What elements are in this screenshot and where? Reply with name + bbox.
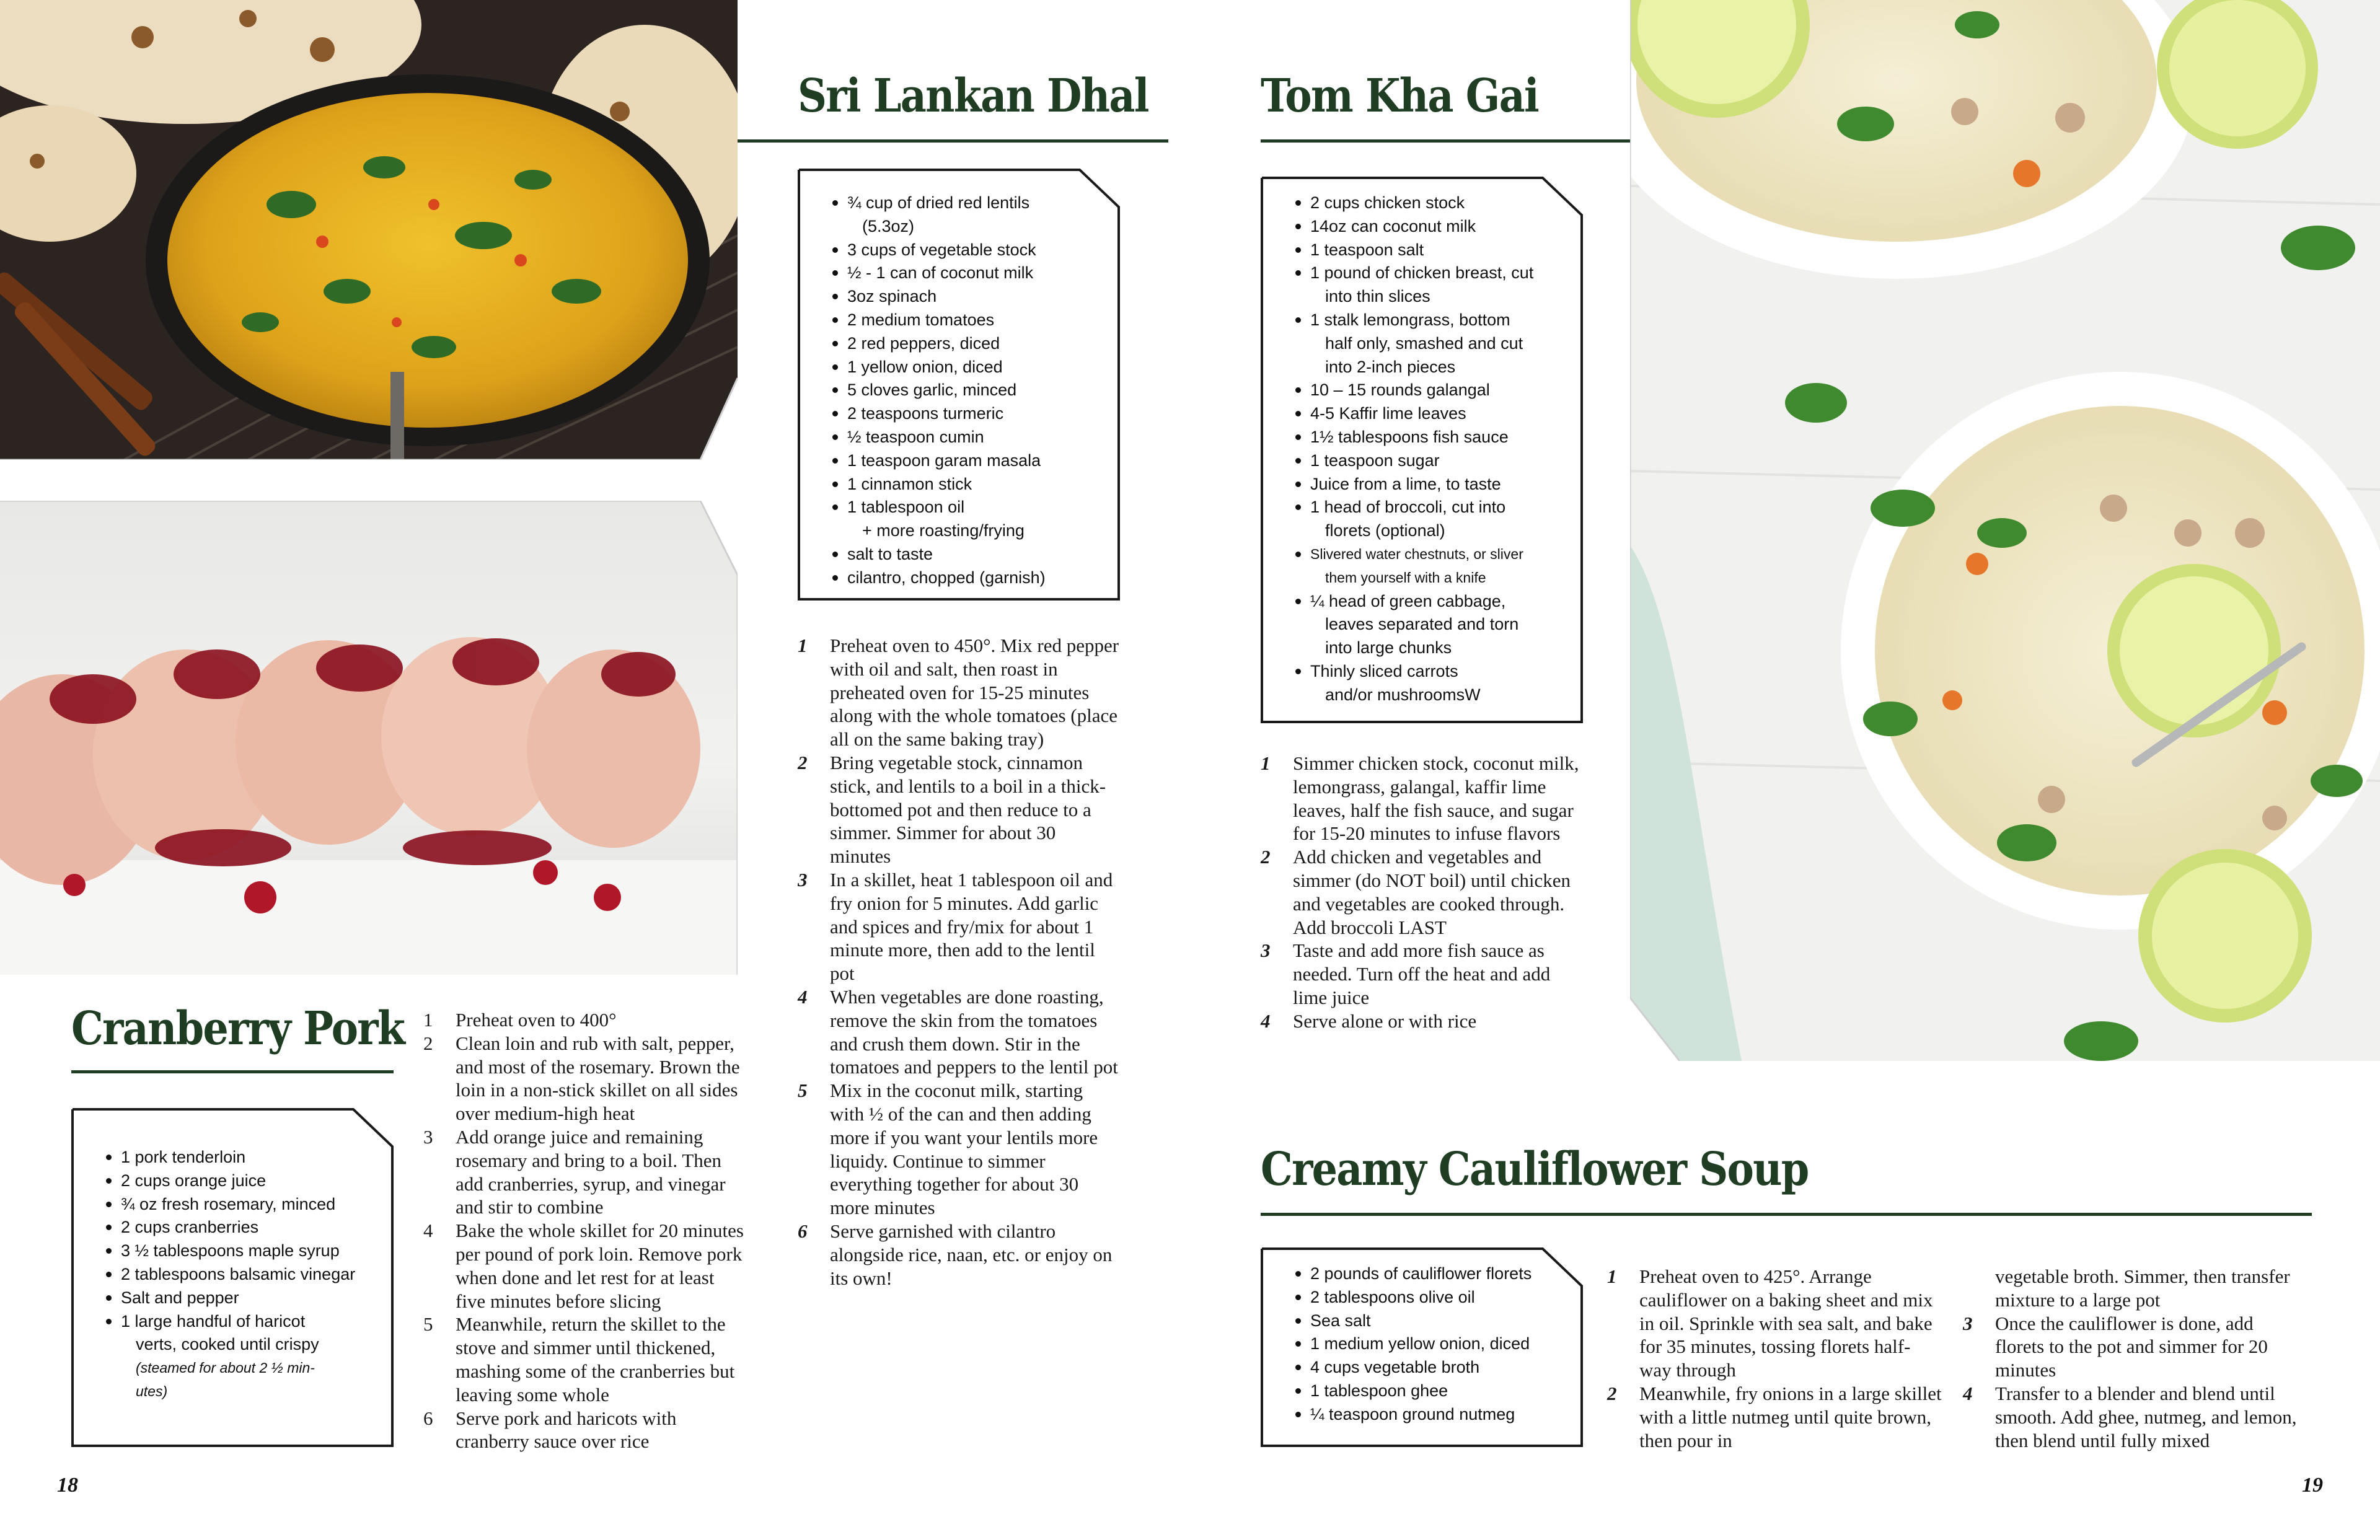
ingredient-item: 2 cups orange juice <box>104 1169 389 1193</box>
step-number: 1 <box>423 1009 433 1031</box>
ingredient-item: 2 cups chicken stock <box>1293 191 1578 215</box>
cauli-directions-col2 <box>1963 1265 2298 1452</box>
direction-step <box>423 1219 746 1313</box>
ingredient-item: 2 cups cranberries <box>104 1216 389 1239</box>
ingredient-item: 4-5 Kaffir lime leaves <box>1293 402 1578 426</box>
ingredient-item: (5.3oz) <box>862 216 915 235</box>
ingredient-item: half only, smashed and cut <box>1325 333 1523 353</box>
ingredient-item: 1 tablespoon oil <box>830 496 1115 519</box>
ingredient-item: them yourself with a knife <box>1325 569 1486 586</box>
ingredient-item: ¾ cup of dried red lentils <box>830 191 1115 215</box>
step-number: 3 <box>1261 939 1271 962</box>
step-number: 4 <box>423 1220 433 1242</box>
step-number: 2 <box>798 751 808 773</box>
step-text: Meanwhile, return the skillet to the stove and simmer until thickened, mashing some of the cranberries but leaving some whole <box>456 1313 735 1406</box>
direction-step <box>1607 1382 1942 1452</box>
step-number: 1 <box>1261 752 1271 774</box>
step-number: 1 <box>1607 1265 1617 1287</box>
step-number: 1 <box>798 635 808 656</box>
ingredient-item: 1 stalk lemongrass, bottom <box>1293 309 1578 332</box>
step-text: Taste and add more fish sauce as needed. Turn off the heat and add lime juice <box>1293 939 1551 1008</box>
ingredient-item: and/or mushroomsW <box>1325 685 1481 704</box>
direction-step <box>1261 845 1583 939</box>
ingredient-item: 1½ tablespoons fish sauce <box>1293 426 1578 449</box>
step-text: Serve alone or with rice <box>1293 1010 1477 1032</box>
ingredient-item: ½ - 1 can of coconut milk <box>830 262 1115 285</box>
direction-step <box>798 1220 1120 1290</box>
ingredient-item: + more roasting/frying <box>862 521 1025 540</box>
step-number: 2 <box>1261 846 1271 868</box>
ingredient-item: 2 red peppers, diced <box>830 332 1115 356</box>
page-number-left: 18 <box>57 1474 78 1497</box>
step-text: Serve pork and haricots with cranberry sauce over rice <box>456 1407 677 1453</box>
ingredient-item: 10 – 15 rounds galangal <box>1293 379 1578 402</box>
ingredient-item: leaves separated and torn <box>1325 615 1519 634</box>
ingredient-item: into large chunks <box>1325 638 1452 658</box>
ingredient-item: 1 pound of chicken breast, cut <box>1293 262 1578 285</box>
ingredient-item: ½ teaspoon cumin <box>830 426 1115 449</box>
step-text: Meanwhile, fry onions in a large skillet with a little nutmeg until quite brown, then pour in <box>1639 1382 1942 1451</box>
ingredient-item: into thin slices <box>1325 287 1430 306</box>
ingredient-item: 1 medium yellow onion, diced <box>1293 1332 1578 1356</box>
ingredient-item: 2 pounds of cauliflower florets <box>1293 1262 1578 1286</box>
tomkha-title: Tom Kha Gai <box>1261 69 1539 123</box>
cranberry-pork-photo <box>0 501 738 975</box>
step-number: 2 <box>1607 1382 1617 1404</box>
ingredient-item: florets (optional) <box>1325 521 1445 540</box>
tomkha-ingredients-list <box>1293 191 1578 707</box>
step-number: 4 <box>1261 1010 1271 1032</box>
step-text: Preheat oven to 450°. Mix red pepper with oil and salt, then roast in preheated oven for 15-25 minutes along with the whole tomatoes (place all on the same baking tray) <box>830 635 1119 750</box>
ingredient-item: 1 cinnamon stick <box>830 473 1115 496</box>
ingredient-item: 1 teaspoon garam masala <box>830 449 1115 473</box>
direction-step <box>1963 1312 2298 1382</box>
direction-step <box>423 1313 746 1406</box>
step-number: 6 <box>423 1407 433 1429</box>
cauli-title: Creamy Cauliflower Soup <box>1261 1143 1809 1196</box>
step-text: Mix in the coconut milk, starting with ½ of the can and then adding more if you want your lentils more liquidy. Continue to simmer everything together for about 30 more minutes <box>830 1080 1098 1219</box>
direction-step <box>798 1079 1120 1220</box>
step-text: Add orange juice and remaining rosemary and bring to a boil. Then add cranberries, syrup, and vinegar and stir to combine <box>456 1125 726 1218</box>
tomkha-title-rule <box>1261 139 1630 143</box>
step-text: Preheat oven to 425°. Arrange cauliflower on a baking sheet and mix in oil. Sprinkle with sea salt, and bake for 35 minutes, tossing florets half-way through <box>1639 1265 1933 1381</box>
direction-step <box>1963 1382 2298 1452</box>
step-number: 3 <box>798 868 808 891</box>
step-text: In a skillet, heat 1 tablespoon oil and fry onion for 5 minutes. Add garlic and spices and fry/mix for about 1 minute more, then add to the lentil pot <box>830 868 1113 985</box>
ingredient-item: (steamed for about 2 ½ min- <box>136 1360 315 1376</box>
ingredient-item: 1 pork tenderloin <box>104 1146 389 1169</box>
step-text: Bake the whole skillet for 20 minutes per pound of pork loin. Remove pork when done and let rest for at least five minutes before slicing <box>456 1220 744 1312</box>
ingredient-item: ¼ teaspoon ground nutmeg <box>1293 1403 1578 1427</box>
ingredient-item: 2 teaspoons turmeric <box>830 402 1115 426</box>
ingredient-item: ¾ oz fresh rosemary, minced <box>104 1193 389 1217</box>
direction-step <box>423 1407 746 1454</box>
cauli-title-rule <box>1261 1213 2312 1216</box>
tom-kha-gai-bowls-photo <box>1630 0 2380 1061</box>
ingredient-item: 1 teaspoon sugar <box>1293 449 1578 473</box>
ingredient-item: 4 cups vegetable broth <box>1293 1356 1578 1379</box>
direction-step <box>798 751 1120 868</box>
pork-ingredients-list <box>104 1146 389 1404</box>
cauli-step-continuation: vegetable broth. Simmer, then transfer mixture to a large pot <box>1995 1265 2290 1311</box>
ingredient-item: 1 teaspoon salt <box>1293 239 1578 262</box>
step-text: Once the cauliflower is done, add florets to the pot and simmer for 20 minutes <box>1995 1312 2268 1381</box>
direction-step <box>423 1125 746 1219</box>
ingredient-item: into 2-inch pieces <box>1325 357 1456 376</box>
step-text: Simmer chicken stock, coconut milk, lemongrass, galangal, kaffir lime leaves, half the fish sauce, and sugar for 15-20 minutes to infuse flavors <box>1293 752 1579 845</box>
direction-step <box>423 1008 746 1032</box>
pork-title: Cranberry Pork <box>71 1002 405 1055</box>
ingredient-item: utes) <box>136 1383 168 1399</box>
ingredient-item: salt to taste <box>830 543 1115 566</box>
ingredient-item: 1 yellow onion, diced <box>830 356 1115 379</box>
dhal-directions <box>798 634 1120 1290</box>
ingredient-item: 14oz can coconut milk <box>1293 215 1578 239</box>
step-number: 5 <box>423 1313 433 1335</box>
step-number: 4 <box>798 985 808 1008</box>
direction-step <box>1607 1265 1942 1382</box>
ingredient-item: cilantro, chopped (garnish) <box>830 566 1115 590</box>
direction-step <box>1261 1010 1583 1033</box>
direction-step <box>798 868 1120 985</box>
tomkha-directions <box>1261 752 1583 1033</box>
ingredient-item: Sea salt <box>1293 1309 1578 1333</box>
step-text: Serve garnished with cilantro alongside rice, naan, etc. or enjoy on its own! <box>830 1220 1113 1289</box>
step-number: 6 <box>798 1220 808 1242</box>
step-number: 2 <box>423 1032 433 1054</box>
tomkha-ingredients-box <box>1261 177 1583 723</box>
ingredient-item: 1 tablespoon ghee <box>1293 1379 1578 1403</box>
cauli-directions-col2-list <box>1963 1312 2298 1453</box>
ingredient-item: Thinly sliced carrots <box>1293 660 1578 684</box>
page-number-right: 19 <box>2302 1474 2323 1497</box>
ingredient-item: 2 tablespoons olive oil <box>1293 1286 1578 1309</box>
step-text: Transfer to a blender and blend until smooth. Add ghee, nutmeg, and lemon, then blend until fully mixed <box>1995 1382 2297 1451</box>
dhal-title: Sri Lankan Dhal <box>798 69 1148 123</box>
dhal-title-rule <box>738 139 1168 143</box>
step-text: When vegetables are done roasting, remove the skin from the tomatoes and crush them down. Stir in the tomatoes and peppers to the lentil pot <box>830 985 1118 1078</box>
step-number: 3 <box>423 1125 433 1148</box>
ingredient-item: Salt and pepper <box>104 1287 389 1310</box>
pork-title-rule <box>71 1070 394 1073</box>
step-text: Bring vegetable stock, cinnamon stick, and lentils to a boil in a thick-bottomed pot and then reduce to a simmer. Simmer for about 30 minutes <box>830 751 1106 868</box>
step-text: Clean loin and rub with salt, pepper, and most of the rosemary. Brown the loin in a non-stick skillet on all sides over medium-high heat <box>456 1032 740 1125</box>
direction-step <box>798 985 1120 1079</box>
cauli-directions-col1 <box>1607 1265 1942 1452</box>
step-number: 4 <box>1963 1382 1973 1404</box>
ingredient-item: 2 tablespoons balsamic vinegar <box>104 1263 389 1287</box>
direction-step <box>1261 752 1583 845</box>
ingredient-item: 1 large handful of haricot <box>104 1310 389 1334</box>
dhal-skillet-photo <box>0 0 738 460</box>
cauli-ingredients-box <box>1261 1247 1583 1447</box>
ingredient-item: 3oz spinach <box>830 285 1115 309</box>
ingredient-item: Juice from a lime, to taste <box>1293 473 1578 496</box>
step-number: 3 <box>1963 1312 1973 1334</box>
ingredient-item: ¼ head of green cabbage, <box>1293 590 1578 614</box>
pork-directions <box>423 1008 746 1453</box>
direction-step <box>1261 939 1583 1009</box>
ingredient-item: 3 cups of vegetable stock <box>830 239 1115 262</box>
ingredient-item: verts, cooked until crispy <box>136 1335 319 1354</box>
ingredient-item: 5 cloves garlic, minced <box>830 379 1115 402</box>
cauli-ingredients-list <box>1293 1262 1578 1427</box>
dhal-ingredients-list <box>830 191 1115 590</box>
pork-ingredients-box <box>71 1108 394 1447</box>
ingredient-item: 2 medium tomatoes <box>830 309 1115 332</box>
direction-step <box>423 1032 746 1125</box>
step-number: 5 <box>798 1080 808 1102</box>
dhal-ingredients-box <box>798 169 1120 601</box>
ingredient-item: 3 ½ tablespoons maple syrup <box>104 1239 389 1263</box>
step-text: Add chicken and vegetables and simmer (do NOT boil) until chicken and vegetables are cooked through. Add broccoli LAST <box>1293 846 1571 938</box>
ingredient-item: Slivered water chestnuts, or sliver <box>1293 543 1578 566</box>
direction-step <box>798 634 1120 751</box>
ingredient-item: 1 head of broccoli, cut into <box>1293 496 1578 519</box>
step-text: Preheat oven to 400° <box>456 1009 617 1031</box>
